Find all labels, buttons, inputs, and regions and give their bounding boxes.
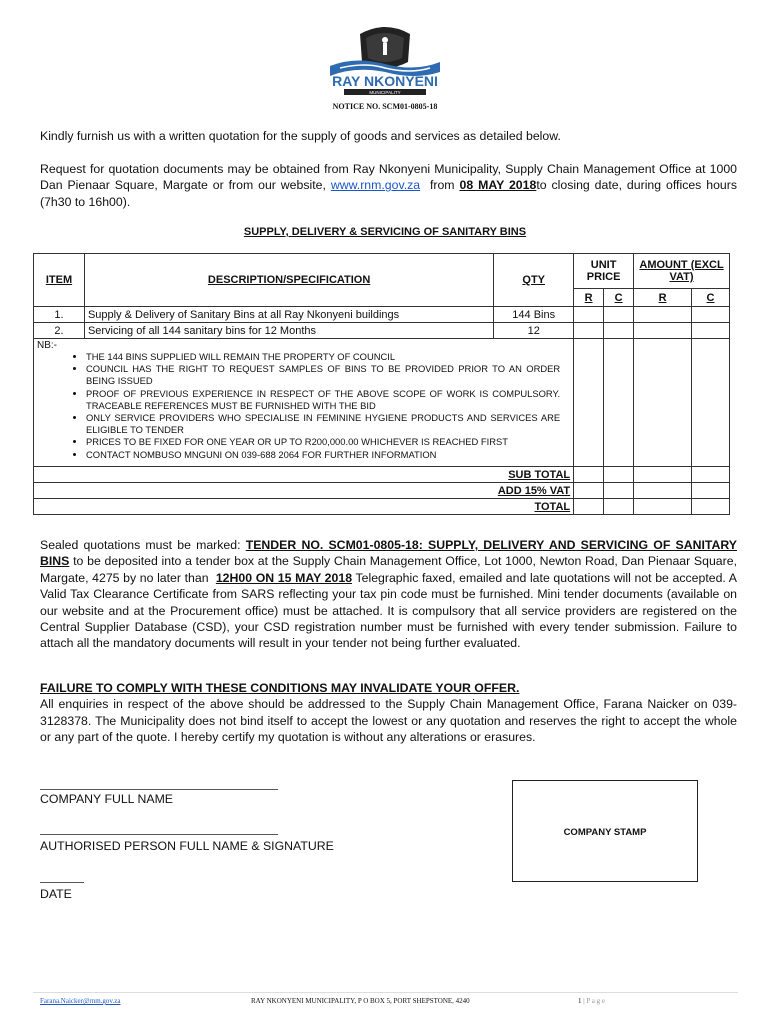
table-row [34,307,730,323]
subtotal-label: SUB TOTAL [34,467,574,483]
sealed-text-3: Telegraphic faxed, emailed and late quotations will not be accepted. A Valid Tax Clearance Certificate from SARS reflecting your tax pin code must be furnished. Mini tender documents (available on our website and at the Procurement office) must be attached. It is compulsory that all service providers are registered on the Central Supplier Database (CSD), your CSD registration number must be furnished with every tender submission. Failure to attach all the mandatory documents will result in your tender not being further evaluated. [40,570,738,651]
failure-text: All enquiries in respect of the above should be addressed to the Supply Chain Management Office, Farana Naicker on 039-3128378. The Municipality does not bind itself to accept the lowest or any quotation and reserves the right to accept the whole or any part of the quote. I hereby certify my quotation is without any alterations or erasures. [40,697,737,745]
date-label: DATE [40,887,72,901]
table-header-row [34,254,730,289]
header-unit-r: R [574,289,604,307]
header-amount-c: C [692,289,730,307]
page-word: P a g e [586,997,606,1005]
vat-row [34,483,730,499]
header-unit-c: C [604,289,634,307]
vat-label: ADD 15% VAT [34,483,574,499]
nb-label: NB:- [37,340,57,351]
row-qty: 144 Bins [494,307,574,323]
closing-deadline: 12H00 ON 15 MAY 2018 [215,570,353,585]
subtotal-row [34,467,730,483]
nb-item: • THE 144 BINS SUPPLIED WILL REMAIN THE PROPERTY OF COUNCIL [86,351,570,363]
nb-item: • PROOF OF PREVIOUS EXPERIENCE IN RESPECT OF THE ABOVE SCOPE OF WORK IS COMPULSORY. TRACEABLE REFERENCES MUST BE FURNISHED WITH THE BID [86,388,570,412]
notice-number: NOTICE NO. SCM01-0805-18 [332,102,438,111]
company-name-line[interactable] [40,789,278,790]
tender-reference: TENDER NO. SCM01-0805-18: SUPPLY, DELIVERY AND SERVICING OF SANITARY BINS [40,538,737,569]
vat-c[interactable] [692,483,730,499]
subtotal-r[interactable] [634,467,692,483]
signature-line[interactable] [40,834,278,835]
company-stamp-label: COMPANY STAMP [563,827,647,838]
header-qty: QTY [494,254,574,307]
quotation-table [33,253,730,515]
nb-item: • COUNCIL HAS THE RIGHT TO REQUEST SAMPLES OF BINS TO BE PROVIDED PRIOR TO AN ORDER BEING ISSUED [86,363,570,387]
request-text-1: Request for quotation documents may be obtained from Ray Nkonyeni Municipality, Supply Chain Management Office at 1000 Dan Pienaar Square, Margate or from our website, [40,162,737,193]
total-c[interactable] [692,499,730,515]
request-text-3: to closing date, during offices hours (7h30 to 16h00). [40,178,738,209]
footer-email-link[interactable]: Farana.Naicker@rnm.gov.za [40,997,121,1005]
nb-list [37,351,570,461]
footer-divider [33,992,738,993]
row-item: 1. [34,307,85,323]
nb-unit-c [604,339,634,467]
total-r[interactable] [634,499,692,515]
request-paragraph [40,161,737,210]
page-number: 1 [578,997,582,1005]
row-unit-c[interactable] [604,307,634,323]
row-description: Servicing of all 144 sanitary bins for 12 Months [84,323,493,339]
intro-paragraph: Kindly furnish us with a written quotation for the supply of goods and services as detailed below. [40,129,561,143]
row-amount-r[interactable] [634,307,692,323]
row-qty: 12 [494,323,574,339]
header-description: DESCRIPTION/SPECIFICATION [84,254,493,307]
nb-item: • PRICES TO BE FIXED FOR ONE YEAR OR UP TO R200,000.00 WHICHEVER IS REACHED FIRST [86,436,570,448]
company-name-label: COMPANY FULL NAME [40,792,174,806]
logo-subtitle: MUNICIPALITY [369,90,401,95]
subtotal-c[interactable] [692,467,730,483]
request-start-date: 08 MAY 2018 [459,178,537,193]
nb-amount-c [692,339,730,467]
date-line[interactable] [40,882,84,883]
row-amount-c[interactable] [692,323,730,339]
header-amount: AMOUNT (EXCL VAT) [634,254,730,289]
row-unit-r[interactable] [574,307,604,323]
total-label: TOTAL [34,499,574,515]
total-row [34,499,730,515]
nb-cell [34,339,574,467]
row-unit-r[interactable] [574,323,604,339]
nb-item: • CONTACT NOMBUSO MNGUNI ON 039-688 2064 FOR FURTHER INFORMATION [86,449,570,461]
nb-amount-r [634,339,692,467]
sealed-text-2: to be deposited into a tender box at the Supply Chain Management Office, Lot 1000, Newton Road, Dan Pienaar Square, Margate, 4275 by no later than [40,554,738,585]
company-stamp-box[interactable] [512,780,698,882]
failure-section [40,680,737,746]
logo-wordmark: RAY NKONYENI [332,73,438,89]
row-description: Supply & Delivery of Sanitary Bins at all Ray Nkonyeni buildings [84,307,493,323]
sealed-text-1: Sealed quotations must be marked: [40,538,241,552]
row-amount-r[interactable] [634,323,692,339]
nb-unit-r [574,339,604,467]
table-row [34,323,730,339]
authorised-signature-label: AUTHORISED PERSON FULL NAME & SIGNATURE [40,839,334,853]
header-item: ITEM [34,254,85,307]
logo-emblem-icon [300,22,470,102]
website-link[interactable]: www.rnm.gov.za [330,178,421,193]
row-item: 2. [34,323,85,339]
nb-item: • ONLY SERVICE PROVIDERS WHO SPECIALISE IN FEMININE HYGIENE PRODUCTS AND SERVICES ARE ELIGIBLE TO TENDER [86,412,570,436]
vat-r[interactable] [634,483,692,499]
row-amount-c[interactable] [692,307,730,323]
footer-address: RAY NKONYENI MUNICIPALITY, P O BOX 5, PORT SHEPSTONE, 4240 [251,997,470,1005]
footer-page-number: 1 | P a g e [578,997,606,1005]
header-unit-price: UNIT PRICE [574,254,634,289]
sealed-paragraph [40,537,737,652]
failure-heading: FAILURE TO COMPLY WITH THESE CONDITIONS MAY INVALIDATE YOUR OFFER. [40,681,520,695]
nb-row [34,339,730,467]
row-unit-c[interactable] [604,323,634,339]
municipality-logo [300,22,470,102]
header-amount-r: R [634,289,692,307]
document-title: SUPPLY, DELIVERY & SERVICING OF SANITARY BINS [243,226,527,238]
request-text-2: from [429,178,455,193]
